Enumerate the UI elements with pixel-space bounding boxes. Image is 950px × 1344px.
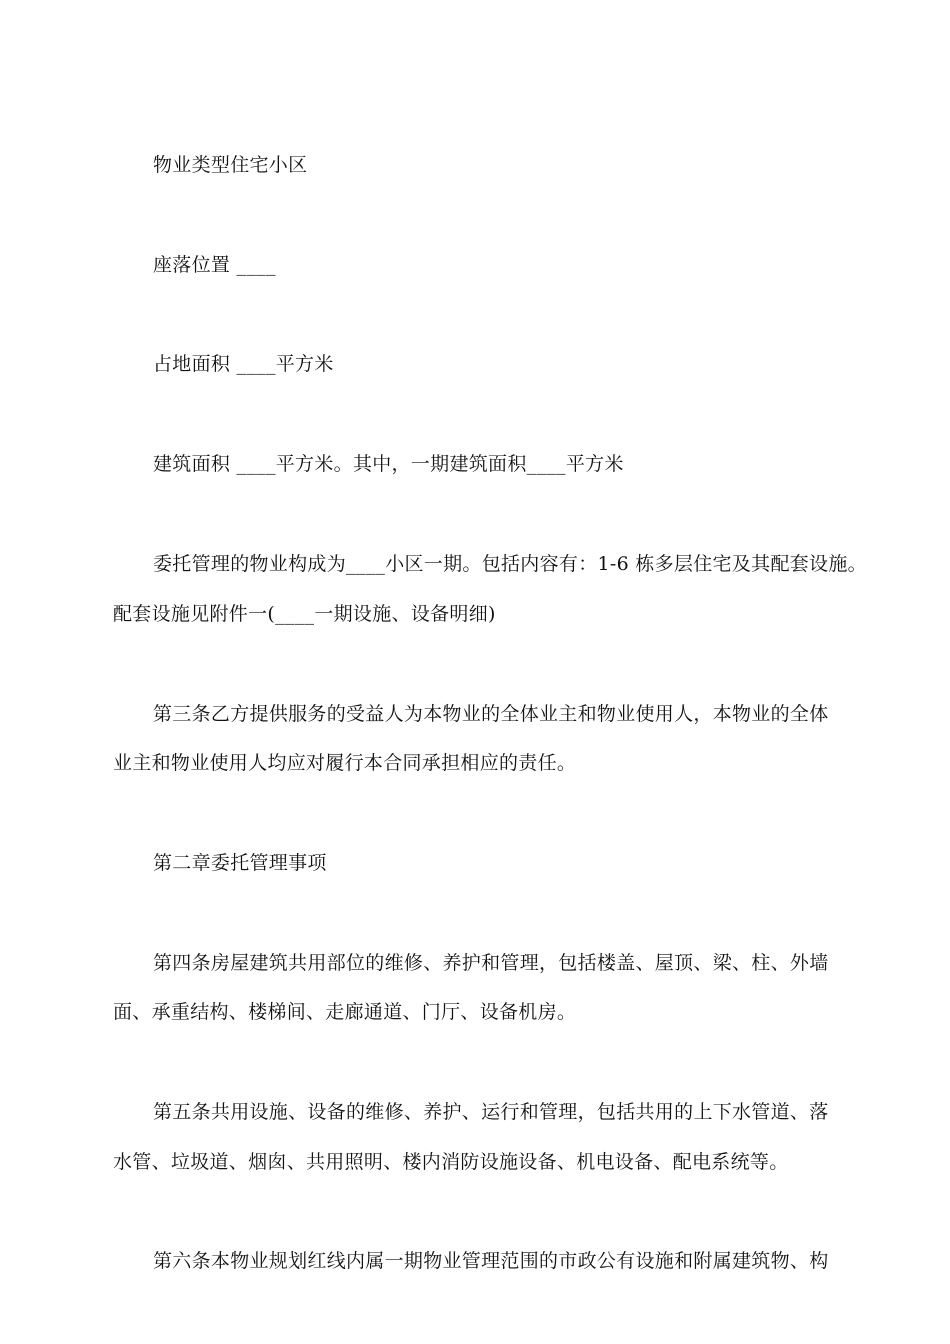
property-type-line: 物业类型住宅小区 xyxy=(153,154,308,176)
article-3-line-1: 第三条乙方提供服务的受益人为本物业的全体业主和物业使用人，本物业的全体 xyxy=(153,703,829,725)
article-6-line-1: 第六条本物业规划红线内属一期物业管理范围的市政公有设施和附属建筑物、构 xyxy=(153,1250,829,1272)
article-5-line-1: 第五条共用设施、设备的维修、养护、运行和管理，包括共用的上下水管道、落 xyxy=(153,1101,829,1123)
article-3-line-2: 业主和物业使用人均应对履行本合同承担相应的责任。 xyxy=(113,752,577,774)
article-4-line-2: 面、承重结构、楼梯间、走廊通道、门厅、设备机房。 xyxy=(113,1001,577,1023)
land-area-line: 占地面积 ____平方米 xyxy=(153,353,334,375)
article-4-line-1: 第四条房屋建筑共用部位的维修、养护和管理，包括楼盖、屋顶、梁、柱、外墙 xyxy=(153,952,829,974)
property-composition-line-2: 配套设施见附件一(____一期设施、设备明细) xyxy=(113,603,496,625)
chapter-2-heading: 第二章委托管理事项 xyxy=(153,852,327,874)
property-composition-line-1: 委托管理的物业构成为____小区一期。包括内容有：1-6 栋多层住宅及其配套设施。 xyxy=(153,553,867,575)
article-5-line-2: 水管、垃圾道、烟囱、共用照明、楼内消防设施设备、机电设备、配电系统等。 xyxy=(113,1151,789,1173)
building-area-line: 建筑面积 ____平方米。其中，一期建筑面积____平方米 xyxy=(153,453,624,475)
location-line: 座落位置 ____ xyxy=(153,254,276,276)
